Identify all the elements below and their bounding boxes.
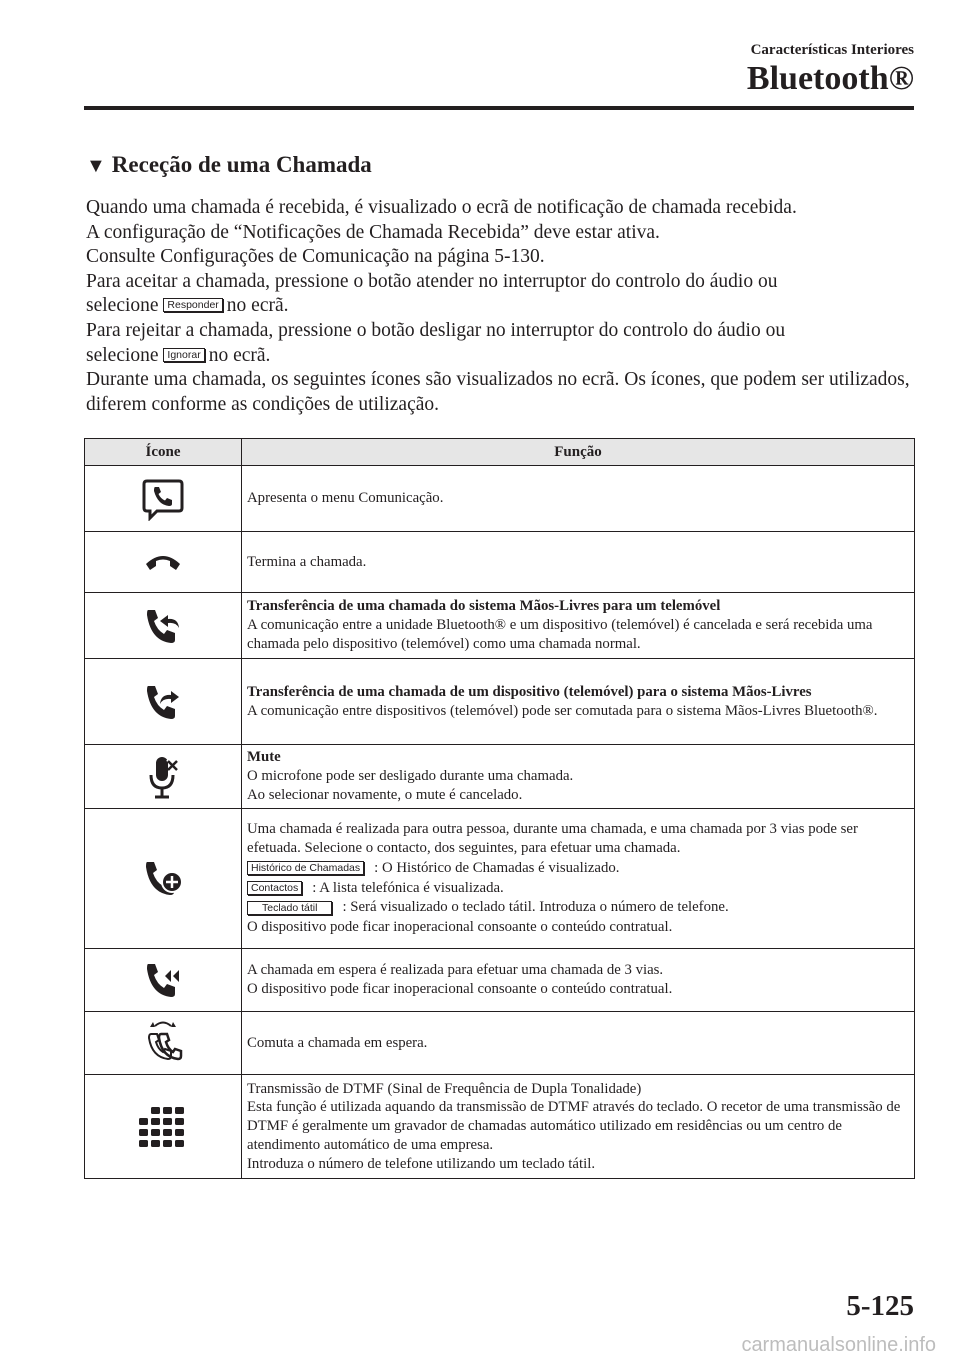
mute-icon xyxy=(146,753,180,801)
paragraph-text: selecione xyxy=(86,344,159,366)
function-description: O microfone pode ser desligado durante uma chamada. xyxy=(247,768,574,785)
icon-cell xyxy=(85,466,242,532)
teclado-tatil-button[interactable]: Teclado tátil xyxy=(247,901,332,915)
header-title: Bluetooth® xyxy=(746,60,914,97)
section-title-text: Receção de uma Chamada xyxy=(111,152,372,177)
header-section-label: Características Interiores xyxy=(750,42,914,58)
table-row xyxy=(85,532,915,593)
table-row xyxy=(85,466,915,532)
icon-cell xyxy=(85,532,242,593)
body-text xyxy=(86,196,916,417)
table-row xyxy=(85,593,915,659)
function-title: Transferência de uma chamada do sistema Mãos-Livres para um telemóvel xyxy=(247,598,721,615)
paragraph: Consulte Configurações de Comunicação na página 5-130. xyxy=(86,246,545,268)
function-description: A comunicação entre a unidade Bluetooth® e um dispositivo (telemóvel) é cancelada e será recebida uma chamada pelo dispositivo (telemóvel) como uma chamada normal. xyxy=(247,617,873,652)
function-cell xyxy=(242,809,915,949)
communication-menu-icon xyxy=(141,477,185,521)
contactos-button[interactable]: Contactos xyxy=(247,881,302,895)
icon-cell xyxy=(85,1012,242,1075)
table-row xyxy=(85,949,915,1012)
icon-cell xyxy=(85,659,242,745)
option-line xyxy=(247,898,908,917)
triangle-marker-icon: ▼ xyxy=(86,155,106,177)
paragraph: Quando uma chamada é recebida, é visualizado o ecrã de notificação de chamada recebida. xyxy=(86,197,797,218)
function-title: Mute xyxy=(247,749,281,766)
icon-cell xyxy=(85,949,242,1012)
add-call-icon xyxy=(142,858,184,900)
icon-cell xyxy=(85,1075,242,1179)
paragraph: A configuração de “Notificações de Chamada Recebida” deve estar ativa. xyxy=(86,221,660,243)
function-cell: Termina a chamada. xyxy=(242,532,915,593)
option-line xyxy=(247,879,908,898)
function-cell xyxy=(242,659,915,745)
option-description: : Será visualizado o teclado tátil. Introduza o número de telefone. xyxy=(342,899,729,916)
option-description: : O Histórico de Chamadas é visualizado. xyxy=(374,859,620,876)
function-description: Ao selecionar novamente, o mute é cancelado. xyxy=(247,786,523,803)
function-cell: Apresenta o menu Comunicação. xyxy=(242,466,915,532)
function-cell xyxy=(242,745,915,809)
paragraph-text: selecione xyxy=(86,295,159,317)
function-description: Transmissão de DTMF (Sinal de Frequência de Dupla Tonalidade) xyxy=(247,1080,642,1097)
conference-call-icon xyxy=(143,960,183,1000)
swap-call-icon xyxy=(143,1018,183,1068)
paragraph-text: no ecrã. xyxy=(226,295,289,317)
table-row xyxy=(85,659,915,745)
table-row xyxy=(85,809,915,949)
icon-cell xyxy=(85,809,242,949)
end-call-icon xyxy=(143,550,183,574)
function-note: O dispositivo pode ficar inoperacional consoante o conteúdo contratual. xyxy=(247,919,673,936)
function-description: A comunicação entre dispositivos (telemóvel) pode ser comutada para o sistema Mãos-Livres Bluetooth®. xyxy=(247,702,878,719)
transfer-to-handsfree-icon xyxy=(143,682,183,722)
function-cell xyxy=(242,593,915,659)
paragraph xyxy=(86,319,916,368)
function-cell xyxy=(242,1075,915,1179)
table-row xyxy=(85,1012,915,1075)
section-title xyxy=(86,152,372,178)
function-description: O dispositivo pode ficar inoperacional consoante o conteúdo contratual. xyxy=(247,981,673,997)
table-header-row xyxy=(85,439,915,466)
paragraph-text: Para aceitar a chamada, pressione o botão atender no interruptor do controlo do áudio ou xyxy=(86,270,778,292)
responder-button[interactable]: Responder xyxy=(163,298,222,312)
watermark: carmanualsonline.info xyxy=(741,1334,936,1356)
paragraph: Durante uma chamada, os seguintes ícones são visualizados no ecrã. Os ícones, que podem ser utilizados, diferem conforme as condições de utilização. xyxy=(86,369,910,415)
paragraph xyxy=(86,270,916,319)
paragraph-text: no ecrã. xyxy=(208,344,271,366)
ignorar-button[interactable]: Ignorar xyxy=(163,348,204,362)
transfer-to-phone-icon xyxy=(143,606,183,646)
function-description: Introduza o número de telefone utilizando um teclado tátil. xyxy=(247,1155,596,1172)
header-rule xyxy=(84,106,914,110)
function-description: A chamada em espera é realizada para efetuar uma chamada de 3 vias. xyxy=(247,962,664,979)
historico-de-chamadas-button[interactable]: Histórico de Chamadas xyxy=(247,861,364,875)
function-description: Uma chamada é realizada para outra pessoa, durante uma chamada, e uma chamada por 3 vias pode ser efetuada. Selecione o contacto, dos seguintes, para efetuar uma chamada. xyxy=(247,821,858,856)
function-description: Esta função é utilizada aquando da transmissão de DTMF através do teclado. O recetor de uma transmissão de DTMF é geralmente um gravador de chamadas automático utilizado em residências ou um centro de atendimento automático de uma empresa. xyxy=(247,1099,901,1153)
dtmf-keypad-icon xyxy=(139,1106,187,1148)
column-header-icon: Ícone xyxy=(85,439,242,466)
function-title: Transferência de uma chamada de um dispositivo (telemóvel) para o sistema Mãos-Livres xyxy=(247,683,812,700)
column-header-function: Função xyxy=(242,439,915,466)
icon-cell xyxy=(85,593,242,659)
function-cell: Comuta a chamada em espera. xyxy=(242,1012,915,1075)
table-row xyxy=(85,1075,915,1179)
icon-cell xyxy=(85,745,242,809)
option-line xyxy=(247,859,908,878)
paragraph-text: Para rejeitar a chamada, pressione o botão desligar no interruptor do controlo do áudio ou xyxy=(86,319,786,341)
option-description: : A lista telefónica é visualizada. xyxy=(312,879,504,896)
function-cell xyxy=(242,949,915,1012)
page-number: 5-125 xyxy=(846,1290,914,1322)
table-row xyxy=(85,745,915,809)
icon-function-table xyxy=(84,438,915,1179)
